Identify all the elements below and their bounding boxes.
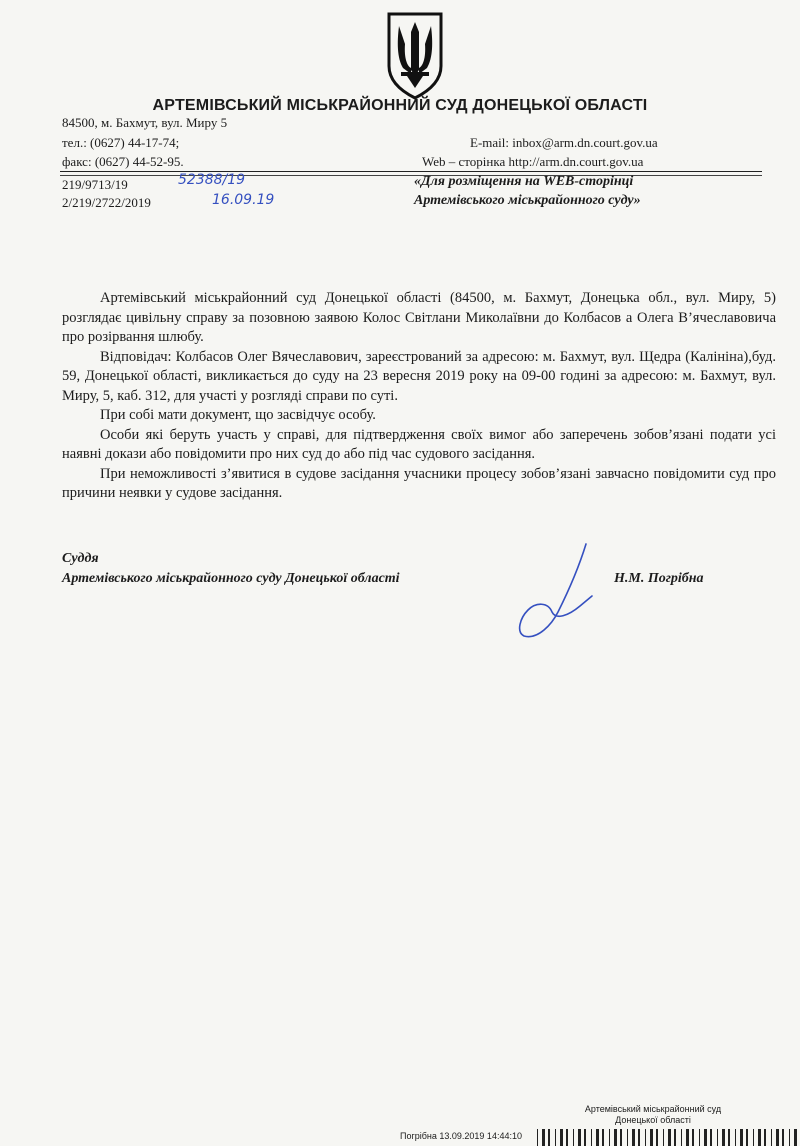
judge-court: Артемівського міськрайонного суду Донецької області (62, 571, 400, 586)
court-website: Web – сторінка http://arm.dn.court.gov.ua (422, 154, 644, 169)
judge-title: Суддя (62, 551, 99, 566)
stamp-user-datetime: Погрібна 13.09.2019 14:44:10 (400, 1131, 522, 1141)
stamp-court-line-1: Артемівський міськрайонний суд (584, 1104, 722, 1114)
notice-body (62, 289, 776, 504)
paragraph-case: Артемівський міськрайонний суд Донецької області (84500, м. Бахмут, Донецька обл., вул. Миру, 5) розглядає цивільну справу за позовною заявою Колос Світлани Миколаївни до Колбасов а Олега В’ячеславовича про розірвання шлюбу. (62, 290, 776, 345)
signature-icon (508, 540, 608, 650)
recipient-block (414, 172, 774, 210)
barcode-icon (535, 1121, 800, 1146)
trident-emblem-icon (385, 10, 445, 100)
recipient-line-1: «Для розміщення на WEB-сторінці (414, 174, 634, 189)
court-address: 84500, м. Бахмут, вул. Миру 5 (62, 115, 228, 130)
judge-name: Н.М. Погрібна (614, 571, 704, 586)
case-number: 219/9713/19 (62, 177, 128, 192)
outgoing-number-handwritten: 52388/19 (178, 172, 246, 188)
court-fax: факс: (0627) 44-52-95. (62, 154, 184, 169)
court-title: АРТЕМІВСЬКИЙ МІСЬКРАЙОННИЙ СУД ДОНЕЦЬКОЇ ОБЛАСТІ (152, 97, 648, 114)
court-phone: тел.: (0627) 44-17-74; (62, 135, 180, 150)
proceeding-number: 2/219/2722/2019 (62, 195, 151, 210)
paragraph-absence: При неможливості з’явитися в судове засідання учасники процесу зобов’язані завчасно повідомити суд про причини неявки у судове засідання. (62, 465, 776, 501)
paragraph-evidence: Особи які беруть участь у справі, для підтвердження своїх вимог або заперечень зобов’язані подати усі наявні докази або повідомити про них суд до або під час судового засідання. (62, 426, 776, 462)
recipient-line-2: Артемівського міськрайонного суду» (414, 193, 641, 208)
court-email: E-mail: inbox@arm.dn.court.gov.ua (470, 135, 658, 150)
outgoing-date-handwritten: 16.09.19 (212, 192, 275, 208)
paragraph-summons: Відповідач: Колбасов Олег Вячеславович, зареєстрований за адресою: м. Бахмут, вул. Щедра (Калініна),буд. 59, Донецької області, викликається до суду на 23 вересня 2019 року на 09-00 годині за адресою: м. Бахмут, вул. Миру, 5, каб. 312, для участі у розгляді справи по суті. (62, 348, 776, 404)
stamp-court-line-2: Донецької області (615, 1115, 691, 1125)
paragraph-document: При собі мати документ, що засвідчує особу. (100, 407, 376, 423)
